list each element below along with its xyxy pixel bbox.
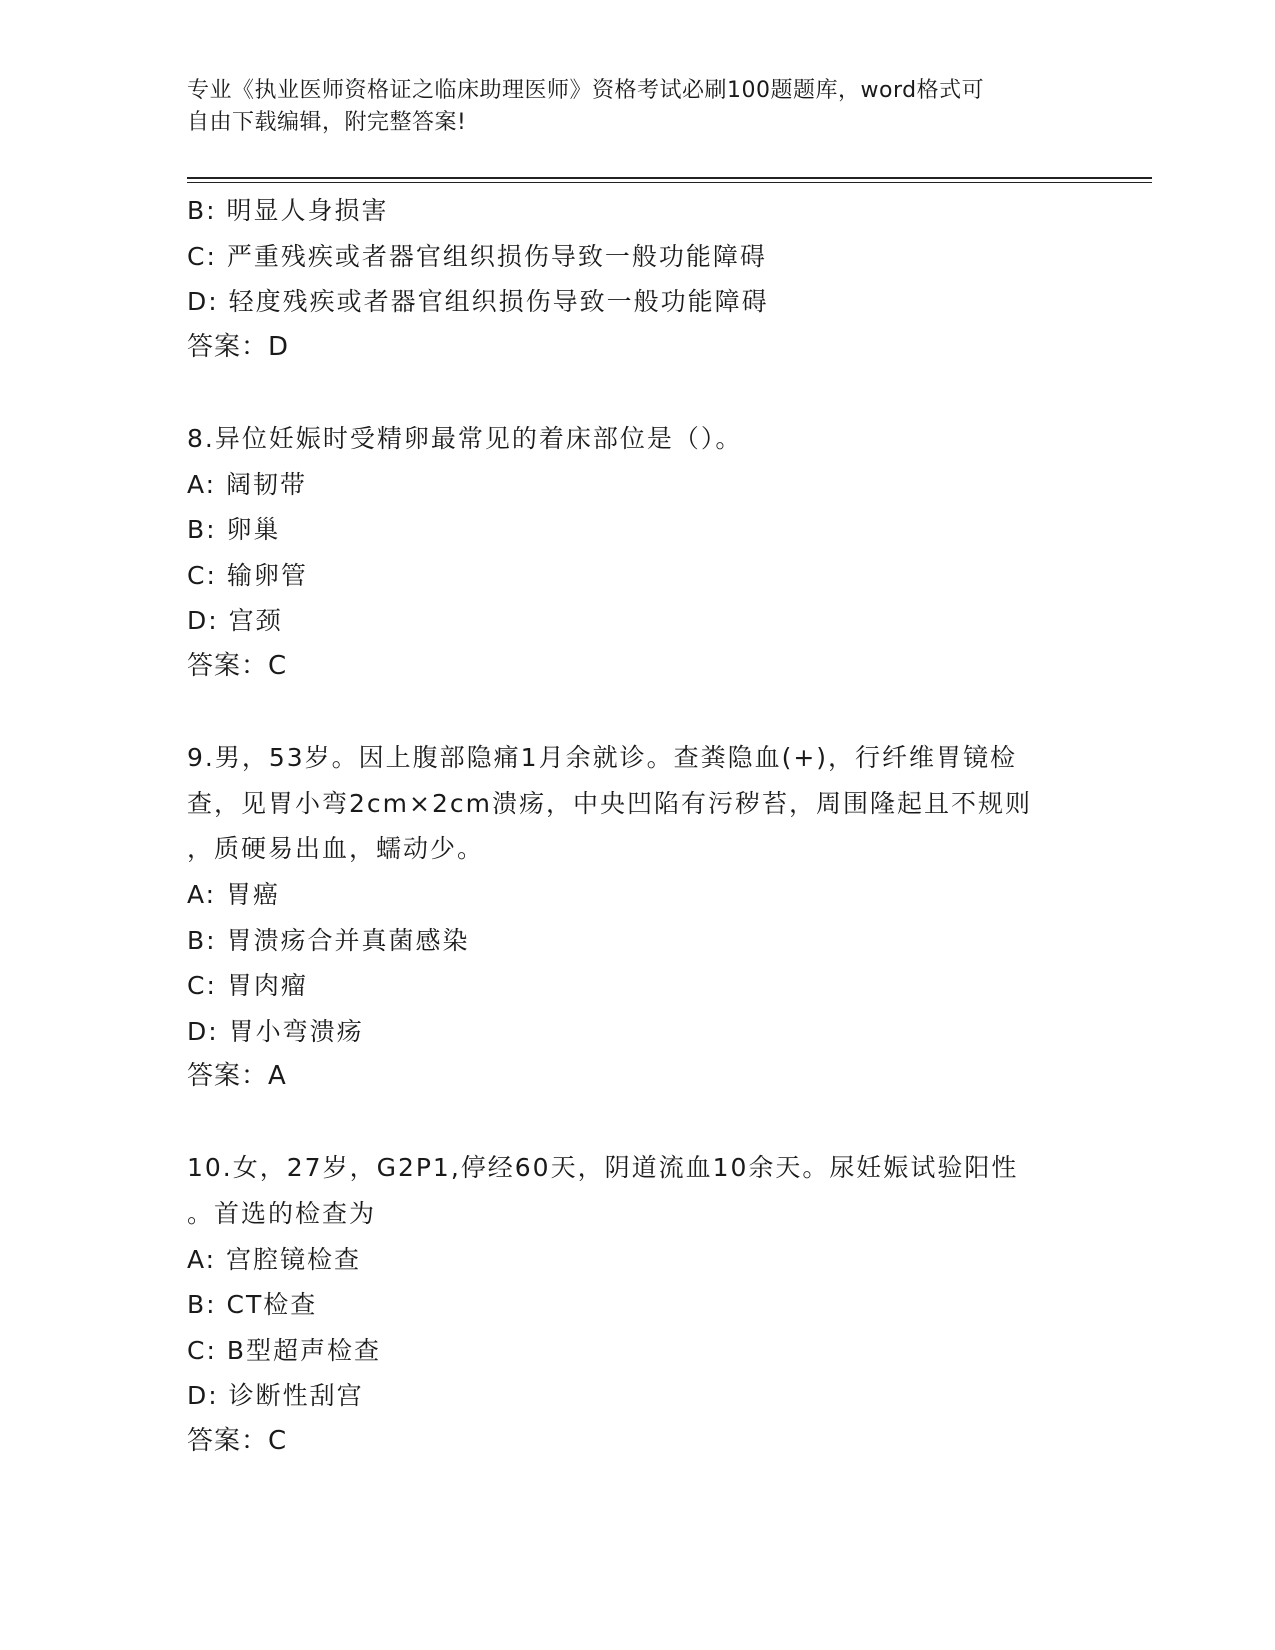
header-title-line-1: 专业《执业医师资格证之临床助理医师》资格考试必刷100题题库，word格式可 xyxy=(187,78,985,103)
question-stem-line-1: 10.女，27岁，G2P1,停经60天，阴道流血10余天。尿妊娠试验阳性 xyxy=(187,1153,1019,1183)
question-7-continued xyxy=(187,188,1087,370)
option-d: D: 轻度残疾或者器官组织损伤导致一般功能障碍 xyxy=(187,287,769,317)
spacer xyxy=(187,1100,1087,1146)
question-stem-line-2: 。首选的检查为 xyxy=(187,1199,377,1229)
spacer xyxy=(187,690,1087,736)
option-b: B: 胃溃疡合并真菌感染 xyxy=(187,925,470,955)
answer-line: 答案：C xyxy=(187,1426,288,1457)
question-9 xyxy=(187,735,1087,1100)
header-title-line-2: 自由下载编辑，附完整答案! xyxy=(187,110,467,135)
question-10 xyxy=(187,1145,1087,1464)
option-b: B: 明显人身损害 xyxy=(187,196,389,225)
answer-line: 答案：C xyxy=(187,650,288,681)
question-stem: 8.异位妊娠时受精卵最常见的着床部位是（）。 xyxy=(187,423,743,453)
option-a: A: 阔韧带 xyxy=(187,469,308,499)
option-d: D: 胃小弯溃疡 xyxy=(187,1016,364,1046)
option-c: C: 严重残疾或者器官组织损伤导致一般功能障碍 xyxy=(187,241,767,271)
option-c: C: B型超声检查 xyxy=(187,1335,381,1365)
question-stem-line-1: 9.男，53岁。因上腹部隐痛1月余就诊。查粪隐血(+)，行纤维胃镜检 xyxy=(187,743,1018,773)
option-b: B: CT检查 xyxy=(187,1290,318,1320)
page-header xyxy=(187,75,1067,139)
spacer xyxy=(187,370,1087,416)
option-a: A: 宫腔镜检查 xyxy=(187,1244,362,1274)
question-content xyxy=(187,188,1087,1465)
answer-line: 答案：D xyxy=(187,331,290,362)
question-8 xyxy=(187,416,1087,690)
question-stem-line-2: 查，见胃小弯2cm×2cm溃疡，中央凹陷有污秽苔，周围隆起且不规则 xyxy=(187,788,1032,818)
option-c: C: 胃肉瘤 xyxy=(187,971,308,1001)
option-b: B: 卵巢 xyxy=(187,515,281,545)
option-a: A: 胃癌 xyxy=(187,879,281,909)
option-d: D: 诊断性刮宫 xyxy=(187,1381,364,1411)
option-c: C: 输卵管 xyxy=(187,560,308,590)
header-divider xyxy=(187,177,1152,183)
question-stem-line-3: ，质硬易出血，蠕动少。 xyxy=(187,834,485,864)
option-d: D: 宫颈 xyxy=(187,606,283,636)
answer-line: 答案：A xyxy=(187,1061,287,1092)
